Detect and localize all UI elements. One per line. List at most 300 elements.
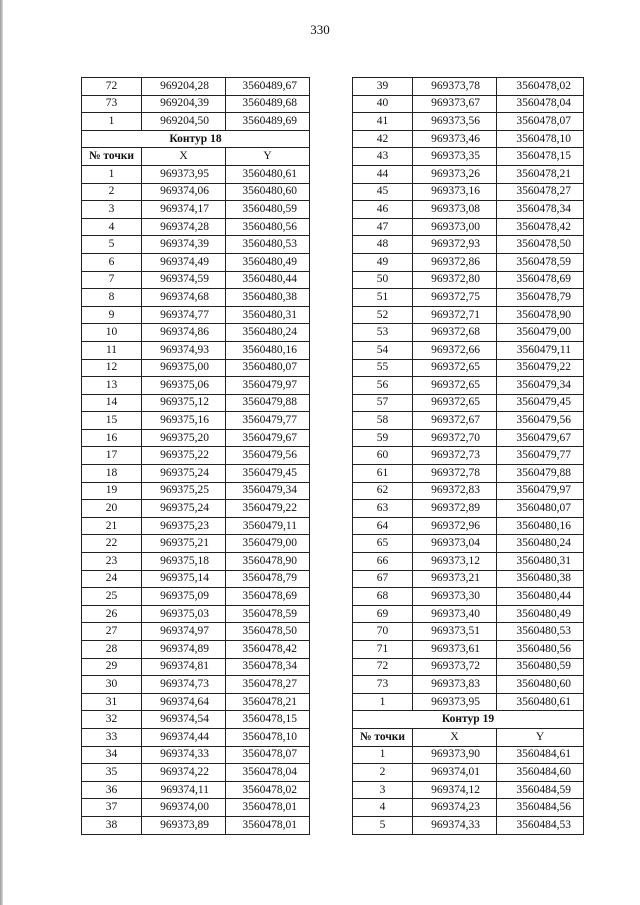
x-coordinate: 969375,24 <box>142 500 226 518</box>
x-coordinate: 969373,12 <box>413 553 497 571</box>
x-coordinate: 969372,67 <box>413 412 497 430</box>
point-number: 16 <box>82 429 142 447</box>
y-coordinate: 3560479,77 <box>226 412 310 430</box>
point-number: 64 <box>353 517 413 535</box>
y-coordinate: 3560489,68 <box>226 95 310 113</box>
x-coordinate: 969375,12 <box>142 394 226 412</box>
table-row <box>82 113 310 131</box>
y-coordinate: 3560480,16 <box>497 517 584 535</box>
table-row <box>353 500 584 518</box>
y-coordinate: 3560479,88 <box>226 394 310 412</box>
y-coordinate: 3560478,69 <box>497 271 584 289</box>
point-number: 53 <box>353 324 413 342</box>
table-row <box>353 553 584 571</box>
point-number: 5 <box>353 816 413 834</box>
table-row <box>353 324 584 342</box>
table-row <box>353 517 584 535</box>
y-coordinate: 3560479,45 <box>497 394 584 412</box>
point-number: 63 <box>353 500 413 518</box>
y-coordinate: 3560478,04 <box>497 95 584 113</box>
x-coordinate: 969374,23 <box>413 799 497 817</box>
y-coordinate: 3560478,79 <box>497 289 584 307</box>
x-coordinate: 969372,65 <box>413 377 497 395</box>
point-number: 25 <box>82 588 142 606</box>
table-row <box>353 236 584 254</box>
y-coordinate: 3560479,67 <box>226 429 310 447</box>
y-coordinate: 3560480,38 <box>497 570 584 588</box>
y-coordinate: 3560480,56 <box>497 641 584 659</box>
x-coordinate: 969374,77 <box>142 306 226 324</box>
coordinates-table-left <box>81 77 310 835</box>
y-coordinate: 3560478,90 <box>497 306 584 324</box>
table-row <box>82 570 310 588</box>
x-coordinate: 969372,89 <box>413 500 497 518</box>
y-coordinate: 3560489,69 <box>226 113 310 131</box>
y-coordinate: 3560478,01 <box>226 816 310 834</box>
point-number: 14 <box>82 394 142 412</box>
point-number: 29 <box>82 658 142 676</box>
table-row <box>353 78 584 96</box>
table-row <box>82 605 310 623</box>
point-number: 1 <box>353 693 413 711</box>
x-coordinate: 969374,33 <box>413 816 497 834</box>
point-number: 73 <box>353 676 413 694</box>
point-number: 44 <box>353 165 413 183</box>
x-coordinate: 969373,04 <box>413 535 497 553</box>
point-number: 38 <box>82 816 142 834</box>
table-row <box>82 324 310 342</box>
point-number: 60 <box>353 447 413 465</box>
point-number: 2 <box>82 183 142 201</box>
contour-title: Контур 19 <box>353 711 584 729</box>
y-coordinate: 3560478,10 <box>226 728 310 746</box>
table-row <box>82 306 310 324</box>
y-coordinate: 3560479,00 <box>226 535 310 553</box>
x-coordinate: 969374,33 <box>142 746 226 764</box>
y-coordinate: 3560479,88 <box>497 465 584 483</box>
table-row <box>82 377 310 395</box>
table-row <box>82 535 310 553</box>
y-coordinate: 3560479,56 <box>226 447 310 465</box>
point-number: 42 <box>353 130 413 148</box>
x-coordinate: 969373,08 <box>413 201 497 219</box>
x-coordinate: 969375,23 <box>142 517 226 535</box>
x-coordinate: 969374,12 <box>413 781 497 799</box>
y-coordinate: 3560480,53 <box>226 236 310 254</box>
table-row <box>82 641 310 659</box>
point-number: 5 <box>82 236 142 254</box>
y-coordinate: 3560479,97 <box>226 377 310 395</box>
point-number: 69 <box>353 605 413 623</box>
table-row <box>353 799 584 817</box>
y-coordinate: 3560480,44 <box>226 271 310 289</box>
point-number: 28 <box>82 641 142 659</box>
table-row <box>82 693 310 711</box>
y-coordinate: 3560479,34 <box>497 377 584 395</box>
point-number: 43 <box>353 148 413 166</box>
table-row <box>353 535 584 553</box>
x-coordinate: 969375,20 <box>142 429 226 447</box>
point-number: 6 <box>82 253 142 271</box>
x-coordinate: 969373,67 <box>413 95 497 113</box>
x-coordinate: 969373,89 <box>142 816 226 834</box>
y-coordinate: 3560478,59 <box>226 605 310 623</box>
x-coordinate: 969204,50 <box>142 113 226 131</box>
point-number: 33 <box>82 728 142 746</box>
x-coordinate: 969373,35 <box>413 148 497 166</box>
table-row <box>353 764 584 782</box>
point-number: 62 <box>353 482 413 500</box>
x-coordinate: 969374,00 <box>142 799 226 817</box>
x-coordinate: 969374,73 <box>142 676 226 694</box>
table-row <box>353 482 584 500</box>
table-row <box>353 289 584 307</box>
y-coordinate: 3560479,77 <box>497 447 584 465</box>
y-coordinate: 3560480,07 <box>497 500 584 518</box>
x-coordinate: 969372,70 <box>413 429 497 447</box>
point-number: 31 <box>82 693 142 711</box>
point-number: 12 <box>82 359 142 377</box>
y-coordinate: 3560480,49 <box>226 253 310 271</box>
point-number: 70 <box>353 623 413 641</box>
table-row <box>82 482 310 500</box>
y-coordinate: 3560478,34 <box>226 658 310 676</box>
y-coordinate: 3560478,02 <box>226 781 310 799</box>
table-row <box>82 728 310 746</box>
y-coordinate: 3560479,22 <box>226 500 310 518</box>
x-coordinate: 969372,83 <box>413 482 497 500</box>
x-coordinate: 969204,28 <box>142 78 226 96</box>
x-coordinate: 969372,68 <box>413 324 497 342</box>
column-header-x: X <box>413 728 497 746</box>
x-coordinate: 969374,81 <box>142 658 226 676</box>
point-number: 3 <box>82 201 142 219</box>
table-row <box>353 201 584 219</box>
y-coordinate: 3560478,90 <box>226 553 310 571</box>
table-row <box>82 553 310 571</box>
point-number: 61 <box>353 465 413 483</box>
table-row <box>353 412 584 430</box>
y-coordinate: 3560478,42 <box>226 641 310 659</box>
x-coordinate: 969373,78 <box>413 78 497 96</box>
y-coordinate: 3560480,44 <box>497 588 584 606</box>
point-number: 20 <box>82 500 142 518</box>
table-row <box>82 429 310 447</box>
y-coordinate: 3560478,04 <box>226 764 310 782</box>
point-number: 58 <box>353 412 413 430</box>
x-coordinate: 969373,40 <box>413 605 497 623</box>
table-row <box>82 201 310 219</box>
column-header-row <box>82 148 310 166</box>
table-row <box>353 588 584 606</box>
x-coordinate: 969372,75 <box>413 289 497 307</box>
x-coordinate: 969373,95 <box>142 165 226 183</box>
y-coordinate: 3560480,59 <box>497 658 584 676</box>
table-row <box>353 658 584 676</box>
y-coordinate: 3560479,11 <box>497 341 584 359</box>
y-coordinate: 3560480,31 <box>497 553 584 571</box>
column-header-row <box>353 728 584 746</box>
table-row <box>82 588 310 606</box>
column-header-point: № точки <box>82 148 142 166</box>
point-number: 45 <box>353 183 413 201</box>
x-coordinate: 969374,49 <box>142 253 226 271</box>
x-coordinate: 969373,16 <box>413 183 497 201</box>
point-number: 73 <box>82 95 142 113</box>
table-row <box>353 676 584 694</box>
point-number: 41 <box>353 113 413 131</box>
y-coordinate: 3560480,24 <box>497 535 584 553</box>
y-coordinate: 3560479,11 <box>226 517 310 535</box>
x-coordinate: 969373,00 <box>413 218 497 236</box>
y-coordinate: 3560478,69 <box>226 588 310 606</box>
y-coordinate: 3560478,34 <box>497 201 584 219</box>
y-coordinate: 3560478,27 <box>497 183 584 201</box>
table-row <box>82 253 310 271</box>
y-coordinate: 3560478,01 <box>226 799 310 817</box>
x-coordinate: 969372,96 <box>413 517 497 535</box>
y-coordinate: 3560484,61 <box>497 746 584 764</box>
x-coordinate: 969375,14 <box>142 570 226 588</box>
x-coordinate: 969375,06 <box>142 377 226 395</box>
point-number: 7 <box>82 271 142 289</box>
table-row <box>353 253 584 271</box>
point-number: 67 <box>353 570 413 588</box>
table-row <box>353 816 584 834</box>
table-row <box>82 517 310 535</box>
table-row <box>353 623 584 641</box>
point-number: 1 <box>82 165 142 183</box>
column-header-y: Y <box>497 728 584 746</box>
table-row <box>353 183 584 201</box>
y-coordinate: 3560478,02 <box>497 78 584 96</box>
x-coordinate: 969373,56 <box>413 113 497 131</box>
point-number: 3 <box>353 781 413 799</box>
table-row <box>82 465 310 483</box>
x-coordinate: 969372,65 <box>413 359 497 377</box>
table-row <box>353 394 584 412</box>
column-header-point: № точки <box>353 728 413 746</box>
y-coordinate: 3560478,59 <box>497 253 584 271</box>
x-coordinate: 969372,78 <box>413 465 497 483</box>
point-number: 65 <box>353 535 413 553</box>
x-coordinate: 969374,64 <box>142 693 226 711</box>
x-coordinate: 969373,51 <box>413 623 497 641</box>
y-coordinate: 3560480,61 <box>226 165 310 183</box>
table-row <box>353 693 584 711</box>
table-row <box>82 799 310 817</box>
point-number: 26 <box>82 605 142 623</box>
x-coordinate: 969372,93 <box>413 236 497 254</box>
table-row <box>353 341 584 359</box>
x-coordinate: 969374,39 <box>142 236 226 254</box>
contour-title-row <box>82 130 310 148</box>
x-coordinate: 969375,21 <box>142 535 226 553</box>
x-coordinate: 969375,09 <box>142 588 226 606</box>
x-coordinate: 969374,28 <box>142 218 226 236</box>
point-number: 2 <box>353 764 413 782</box>
x-coordinate: 969374,68 <box>142 289 226 307</box>
table-row <box>353 95 584 113</box>
y-coordinate: 3560478,21 <box>226 693 310 711</box>
table-row <box>82 271 310 289</box>
table-row <box>82 781 310 799</box>
y-coordinate: 3560479,22 <box>497 359 584 377</box>
y-coordinate: 3560478,15 <box>226 711 310 729</box>
table-row <box>82 289 310 307</box>
x-coordinate: 969374,22 <box>142 764 226 782</box>
table-row <box>82 676 310 694</box>
point-number: 21 <box>82 517 142 535</box>
point-number: 27 <box>82 623 142 641</box>
x-coordinate: 969374,11 <box>142 781 226 799</box>
y-coordinate: 3560480,61 <box>497 693 584 711</box>
point-number: 34 <box>82 746 142 764</box>
point-number: 30 <box>82 676 142 694</box>
contour-title: Контур 18 <box>82 130 310 148</box>
point-number: 13 <box>82 377 142 395</box>
x-coordinate: 969373,83 <box>413 676 497 694</box>
y-coordinate: 3560484,60 <box>497 764 584 782</box>
point-number: 52 <box>353 306 413 324</box>
y-coordinate: 3560479,45 <box>226 465 310 483</box>
x-coordinate: 969374,89 <box>142 641 226 659</box>
table-row <box>353 377 584 395</box>
point-number: 72 <box>82 78 142 96</box>
point-number: 37 <box>82 799 142 817</box>
column-header-x: X <box>142 148 226 166</box>
point-number: 23 <box>82 553 142 571</box>
point-number: 15 <box>82 412 142 430</box>
y-coordinate: 3560478,15 <box>497 148 584 166</box>
y-coordinate: 3560480,56 <box>226 218 310 236</box>
y-coordinate: 3560478,79 <box>226 570 310 588</box>
point-number: 50 <box>353 271 413 289</box>
point-number: 54 <box>353 341 413 359</box>
table-row <box>353 641 584 659</box>
x-coordinate: 969372,71 <box>413 306 497 324</box>
table-row <box>353 429 584 447</box>
x-coordinate: 969373,26 <box>413 165 497 183</box>
x-coordinate: 969372,86 <box>413 253 497 271</box>
y-coordinate: 3560479,56 <box>497 412 584 430</box>
x-coordinate: 969373,72 <box>413 658 497 676</box>
x-coordinate: 969374,54 <box>142 711 226 729</box>
y-coordinate: 3560489,67 <box>226 78 310 96</box>
x-coordinate: 969375,24 <box>142 465 226 483</box>
point-number: 36 <box>82 781 142 799</box>
table-row <box>353 165 584 183</box>
y-coordinate: 3560479,34 <box>226 482 310 500</box>
y-coordinate: 3560478,42 <box>497 218 584 236</box>
table-row <box>82 658 310 676</box>
point-number: 22 <box>82 535 142 553</box>
x-coordinate: 969375,18 <box>142 553 226 571</box>
x-coordinate: 969374,06 <box>142 183 226 201</box>
y-coordinate: 3560484,56 <box>497 799 584 817</box>
table-row <box>353 130 584 148</box>
point-number: 1 <box>353 746 413 764</box>
scan-edge <box>0 0 3 905</box>
point-number: 24 <box>82 570 142 588</box>
x-coordinate: 969372,73 <box>413 447 497 465</box>
table-row <box>353 447 584 465</box>
table-row <box>82 218 310 236</box>
point-number: 55 <box>353 359 413 377</box>
point-number: 72 <box>353 658 413 676</box>
x-coordinate: 969372,65 <box>413 394 497 412</box>
point-number: 9 <box>82 306 142 324</box>
table-row <box>82 341 310 359</box>
table-row <box>353 781 584 799</box>
table-row <box>353 605 584 623</box>
y-coordinate: 3560478,07 <box>497 113 584 131</box>
x-coordinate: 969375,03 <box>142 605 226 623</box>
table-row <box>82 183 310 201</box>
table-row <box>353 359 584 377</box>
table-row <box>82 447 310 465</box>
point-number: 10 <box>82 324 142 342</box>
y-coordinate: 3560479,97 <box>497 482 584 500</box>
x-coordinate: 969373,61 <box>413 641 497 659</box>
y-coordinate: 3560478,21 <box>497 165 584 183</box>
y-coordinate: 3560478,27 <box>226 676 310 694</box>
point-number: 51 <box>353 289 413 307</box>
table-row <box>82 394 310 412</box>
point-number: 8 <box>82 289 142 307</box>
x-coordinate: 969374,86 <box>142 324 226 342</box>
y-coordinate: 3560480,07 <box>226 359 310 377</box>
contour-title-row <box>353 711 584 729</box>
point-number: 35 <box>82 764 142 782</box>
x-coordinate: 969373,30 <box>413 588 497 606</box>
x-coordinate: 969374,01 <box>413 764 497 782</box>
x-coordinate: 969374,97 <box>142 623 226 641</box>
y-coordinate: 3560479,00 <box>497 324 584 342</box>
point-number: 56 <box>353 377 413 395</box>
table-row <box>353 570 584 588</box>
point-number: 57 <box>353 394 413 412</box>
y-coordinate: 3560478,07 <box>226 746 310 764</box>
y-coordinate: 3560480,53 <box>497 623 584 641</box>
table-row <box>82 816 310 834</box>
x-coordinate: 969373,21 <box>413 570 497 588</box>
table-row <box>82 746 310 764</box>
point-number: 66 <box>353 553 413 571</box>
point-number: 32 <box>82 711 142 729</box>
x-coordinate: 969372,80 <box>413 271 497 289</box>
x-coordinate: 969375,22 <box>142 447 226 465</box>
point-number: 48 <box>353 236 413 254</box>
coordinates-table-right <box>352 77 584 835</box>
y-coordinate: 3560480,49 <box>497 605 584 623</box>
point-number: 68 <box>353 588 413 606</box>
point-number: 71 <box>353 641 413 659</box>
x-coordinate: 969374,17 <box>142 201 226 219</box>
table-row <box>82 95 310 113</box>
y-coordinate: 3560480,38 <box>226 289 310 307</box>
page-number: 330 <box>310 22 330 37</box>
table-row <box>353 218 584 236</box>
point-number: 11 <box>82 341 142 359</box>
x-coordinate: 969372,66 <box>413 341 497 359</box>
x-coordinate: 969375,00 <box>142 359 226 377</box>
x-coordinate: 969373,46 <box>413 130 497 148</box>
y-coordinate: 3560480,16 <box>226 341 310 359</box>
y-coordinate: 3560478,10 <box>497 130 584 148</box>
point-number: 39 <box>353 78 413 96</box>
table-row <box>82 711 310 729</box>
